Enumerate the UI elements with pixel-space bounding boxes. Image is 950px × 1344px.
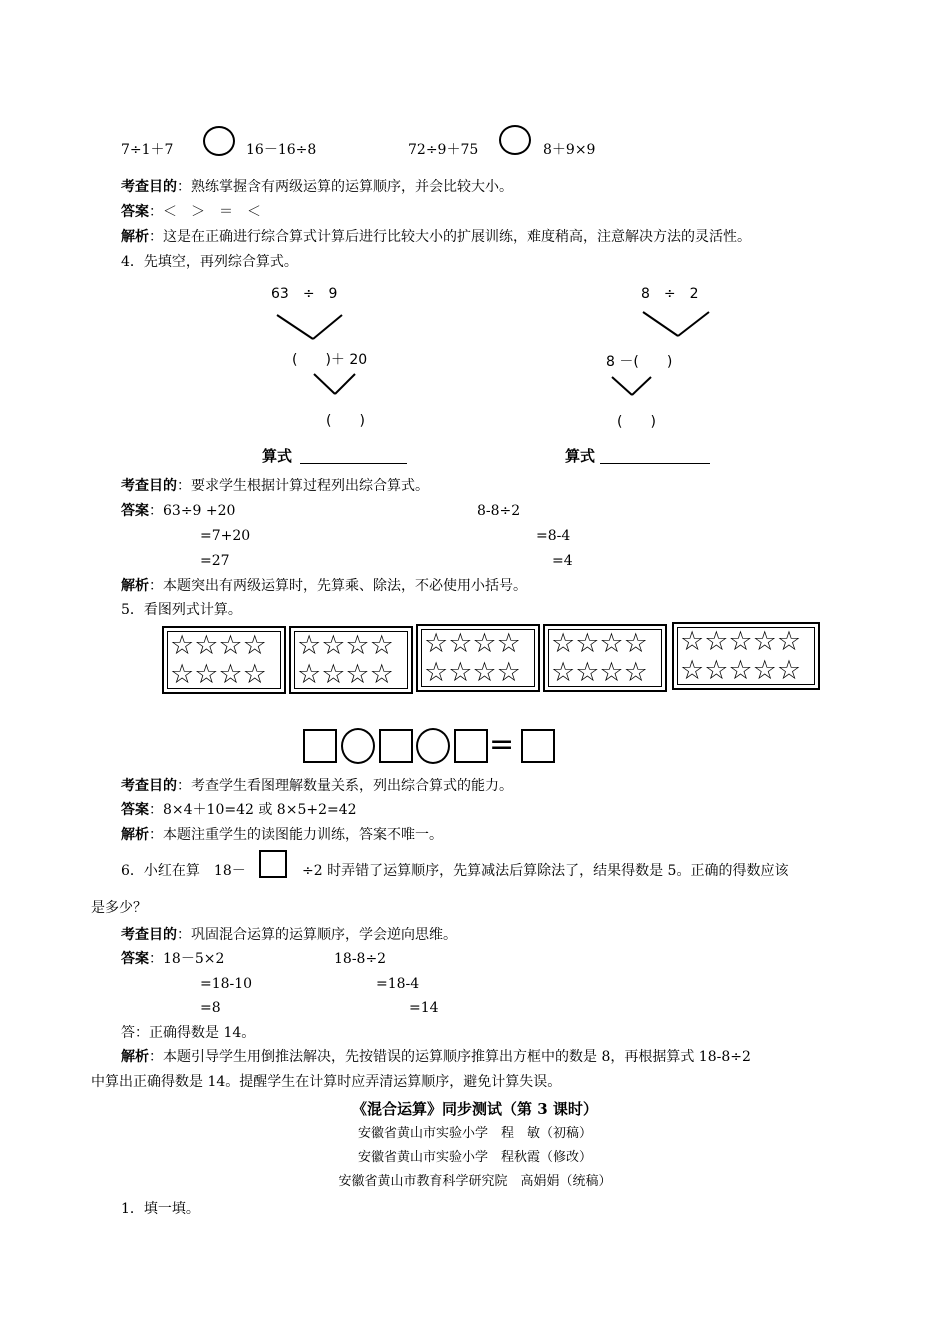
purpose-label: 考查目的: [121, 478, 177, 494]
star-row: ☆☆☆☆: [424, 657, 521, 688]
star-row: ☆☆☆☆: [297, 659, 394, 690]
q6-purpose: [121, 925, 457, 945]
q4-formula-label-left: 算式: [262, 447, 293, 465]
q5-analysis: [121, 825, 443, 845]
q4-right-top: 8 ÷ 2: [641, 286, 699, 302]
answer-box-2[interactable]: [379, 729, 413, 763]
section-q1: 1．填一填。: [121, 1201, 200, 1217]
analysis-text: ：本题引导学生用倒推法解决，先按错误的运算顺序推算出方框中的数是 8，再根据算式 18-8÷2: [149, 1049, 751, 1065]
connector-line: [632, 377, 651, 395]
analysis-label: 解析: [121, 1049, 149, 1065]
q3-right-rhs: 8＋9×9: [543, 142, 596, 158]
q4-analysis: [121, 576, 527, 596]
purpose-label: 考查目的: [121, 179, 177, 195]
star-box-3: [416, 624, 540, 692]
q6-reply: 答：正确得数是 14。: [121, 1025, 256, 1041]
q6-analysis-cont: 中算出正确得数是 14。提醒学生在计算时应弄清运算顺序，避免计算失误。: [91, 1074, 562, 1090]
q6-title-c: 是多少？: [91, 900, 147, 916]
star-box-4: [543, 624, 667, 692]
star-row: ☆☆☆☆: [170, 659, 267, 690]
q6-blank-box[interactable]: [259, 850, 287, 878]
q4-title: 4．先填空，再列综合算式。: [121, 254, 298, 270]
operator-circle-1[interactable]: [341, 728, 375, 764]
q4-answer-left-3: =27: [200, 553, 230, 569]
q4-right-mid: 8 －( ): [606, 354, 673, 370]
analysis-label: 解析: [121, 229, 149, 245]
purpose-label: 考查目的: [121, 778, 177, 794]
star-row: ☆☆☆☆: [170, 630, 267, 661]
analysis-text: ：本题突出有两级运算时，先算乘、除法，不必使用小括号。: [149, 578, 527, 594]
analysis-text: ：本题注重学生的读图能力训练，答案不唯一。: [149, 827, 443, 843]
star-row: ☆☆☆☆: [424, 628, 521, 659]
connector-line: [314, 374, 335, 394]
answer-box-1[interactable]: [303, 729, 337, 763]
q4-left-top: 63 ÷ 9: [271, 286, 338, 302]
equals-sign: =: [489, 727, 515, 762]
answer-line: ：63÷9 +20: [149, 503, 236, 519]
star-row: ☆☆☆☆: [551, 628, 648, 659]
star-row: ☆☆☆☆: [551, 657, 648, 688]
answer-box-3[interactable]: [454, 729, 488, 763]
q6-title-b: ÷2 时弄错了运算顺序，先算减法后算除法了，结果得数是 5。正确的得数应该: [302, 863, 789, 879]
q4-left-mid: ( )＋ 20: [292, 352, 368, 368]
q5-purpose: [121, 776, 513, 796]
q6-answer-right-2: =18-4: [376, 976, 420, 992]
star-row: ☆☆☆☆☆: [680, 626, 802, 657]
q5-answer: [121, 800, 357, 820]
star-box-1: [162, 626, 286, 694]
connector-line: [277, 315, 313, 339]
q6-answer-right-1: 18-8÷2: [334, 951, 387, 967]
analysis-label: 解析: [121, 578, 149, 594]
purpose-text: ：巩固混合运算的运算顺序，学会逆向思维。: [177, 927, 457, 943]
q5-title: 5．看图列式计算。: [121, 602, 242, 618]
q6-answer-right-3: =14: [409, 1000, 439, 1016]
star-row: ☆☆☆☆: [297, 630, 394, 661]
q4-formula-label-right: 算式: [565, 447, 596, 465]
star-box-5: [672, 622, 820, 690]
q3-left-expr: 7÷1＋7: [121, 142, 174, 158]
section-title: 《混合运算》同步测试（第 3 课时）: [352, 1100, 598, 1118]
connector-line: [335, 374, 355, 394]
connector-line: [313, 315, 342, 339]
connector-line: [678, 312, 709, 336]
star-box-2: [289, 626, 413, 694]
answer-label: 答案: [121, 503, 149, 519]
answer-text: ：8×4＋10=42 或 8×5+2=42: [149, 802, 357, 818]
q4-formula-blank-left[interactable]: [300, 463, 407, 464]
q6-title-a: 6．小红在算 18－: [121, 863, 246, 879]
q4-answer-right-1: 8-8÷2: [477, 503, 521, 519]
purpose-text: ：要求学生根据计算过程列出综合算式。: [177, 478, 429, 494]
q6-analysis: [121, 1047, 751, 1067]
connector-line: [612, 377, 632, 395]
analysis-label: 解析: [121, 827, 149, 843]
author-line-1: 安徽省黄山市实验小学 程 敏（初稿）: [357, 1126, 592, 1141]
answer-line: ：18－5×2: [149, 951, 225, 967]
answer-label: 答案: [121, 951, 149, 967]
q3-right-expr: 72÷9＋75: [408, 142, 479, 158]
q6-answer-left-2: =18-10: [200, 976, 253, 992]
star-row: ☆☆☆☆☆: [680, 655, 802, 686]
operator-circle-2[interactable]: [416, 728, 450, 764]
q6-answer-left-3: =8: [200, 1000, 221, 1016]
q3-left-rhs: 16－16÷8: [246, 142, 317, 158]
q6-answer: [121, 949, 224, 969]
q4-answer-right-2: =8-4: [536, 528, 571, 544]
q4-answer-right-3: =4: [552, 553, 573, 569]
analysis-text: ：这是在正确进行综合算式计算后进行比较大小的扩展训练，难度稍高，注意解决方法的灵活性。: [149, 229, 751, 245]
q4-answer-left-2: =7+20: [200, 528, 251, 544]
answer-label: 答案: [121, 802, 149, 818]
answer-label: 答案: [121, 204, 149, 220]
connector-line: [643, 312, 678, 336]
q4-right-bottom: ( ): [617, 414, 656, 430]
purpose-text: ：熟练掌握含有两级运算的运算顺序，并会比较大小。: [177, 179, 513, 195]
q4-left-bottom: ( ): [326, 413, 365, 429]
q4-formula-blank-right[interactable]: [600, 463, 710, 464]
answer-text: ：＜ ＞ ＝ ＜: [149, 204, 261, 220]
author-line-3: 安徽省黄山市教育科学研究院 高娟娟（统稿）: [338, 1174, 612, 1189]
purpose-label: 考查目的: [121, 927, 177, 943]
purpose-text: ：考查学生看图理解数量关系，列出综合算式的能力。: [177, 778, 513, 794]
q4-purpose: [121, 476, 429, 496]
answer-box-result[interactable]: [521, 729, 555, 763]
author-line-2: 安徽省黄山市实验小学 程秋霞（修改）: [357, 1150, 592, 1165]
q4-answer: [121, 501, 235, 521]
